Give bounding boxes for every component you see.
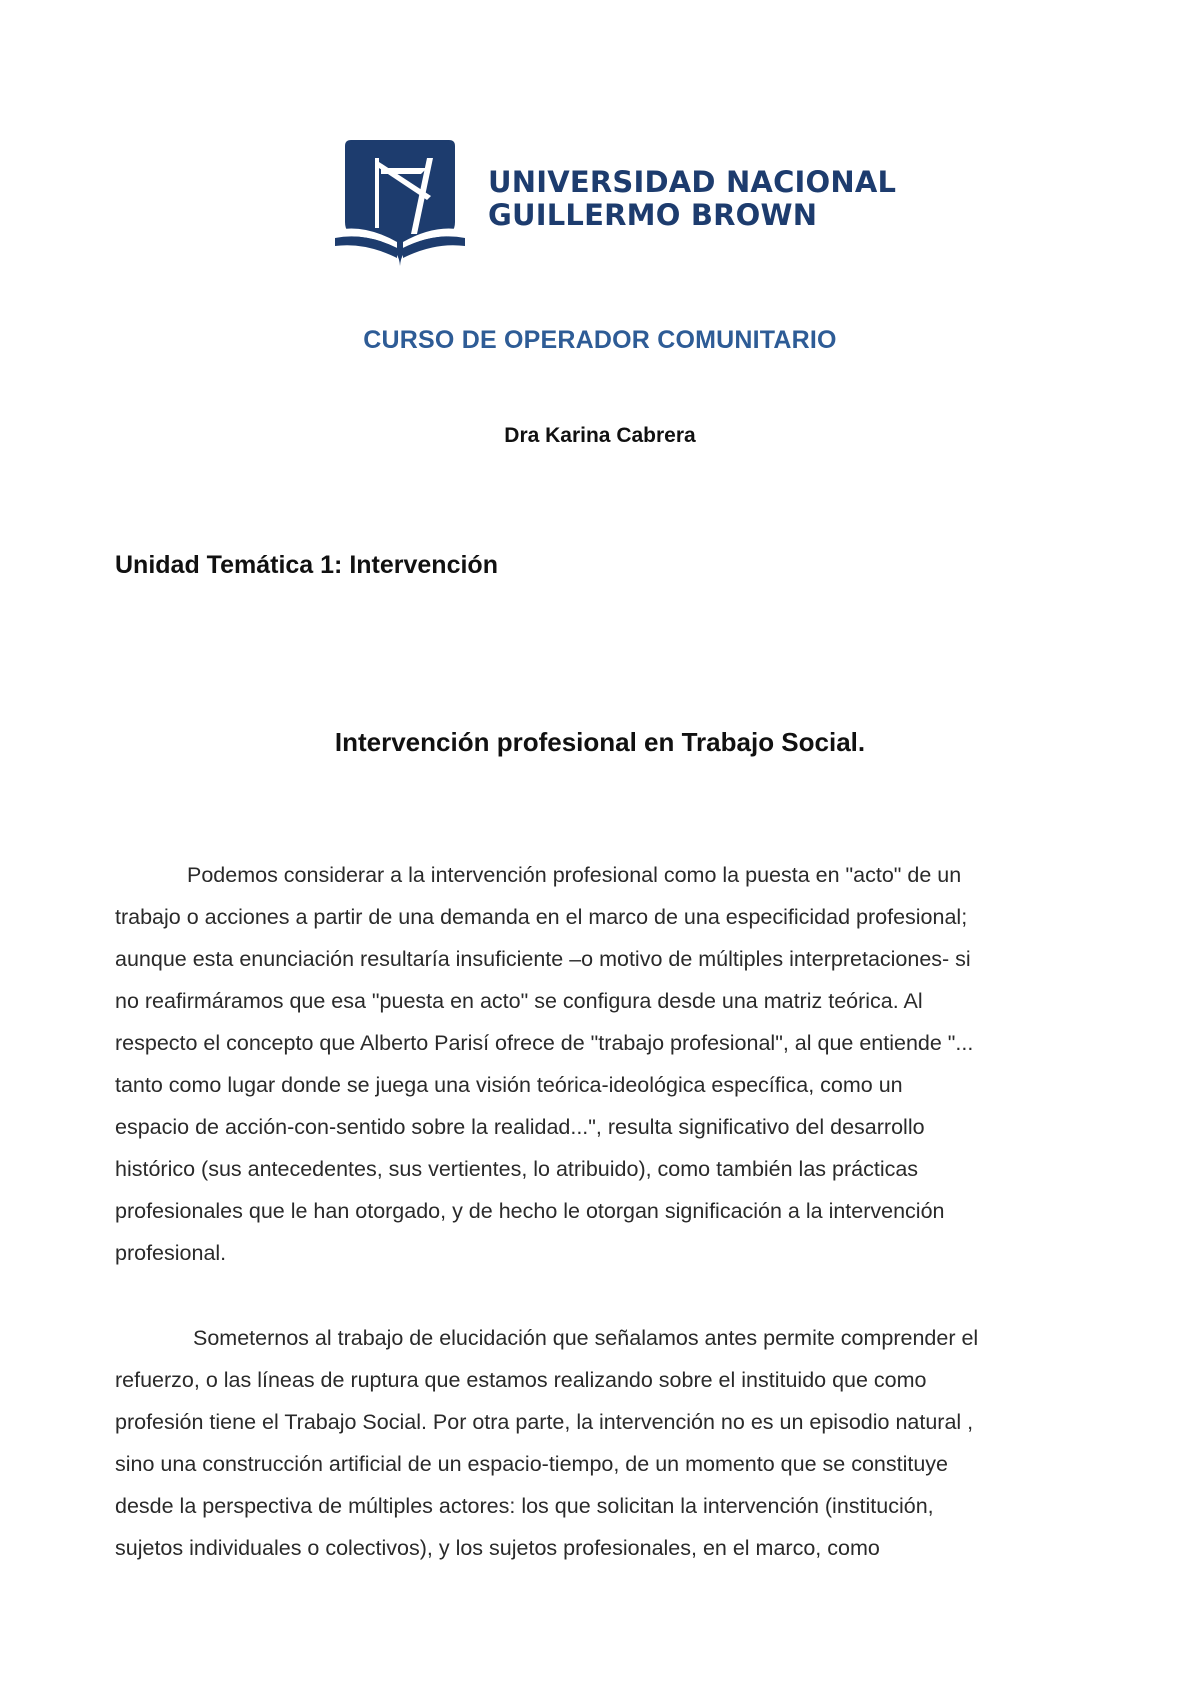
paragraph-line: tanto como lugar donde se juega una visión teórica-ideológica específica, como un bbox=[115, 1073, 903, 1097]
paragraph-line: aunque esta enunciación resultaría insuficiente –o motivo de múltiples interpretaciones- si bbox=[115, 947, 971, 971]
paragraph-1 bbox=[115, 854, 1095, 1274]
paragraph-line: profesión tiene el Trabajo Social. Por otra parte, la intervención no es un episodio natural , bbox=[115, 1410, 974, 1434]
paragraph-line: sino una construcción artificial de un espacio-tiempo, de un momento que se constituye bbox=[115, 1452, 948, 1476]
paragraph-line: desde la perspectiva de múltiples actores: los que solicitan la intervención (institución, bbox=[115, 1494, 934, 1518]
paragraph-line: refuerzo, o las líneas de ruptura que estamos realizando sobre el instituido que como bbox=[115, 1368, 927, 1392]
university-name bbox=[488, 166, 896, 232]
paragraph-line: profesional. bbox=[115, 1241, 227, 1265]
ship-book-shield-icon bbox=[335, 138, 465, 268]
university-logo bbox=[335, 138, 897, 268]
university-name-line1: UNIVERSIDAD NACIONAL bbox=[488, 165, 897, 199]
paragraph-line: respecto el concepto que Alberto Parisí ofrece de "trabajo profesional", al que entiende "... bbox=[115, 1031, 974, 1055]
university-name-line2: GUILLERMO BROWN bbox=[488, 198, 818, 232]
author-name: Dra Karina Cabrera bbox=[504, 424, 696, 447]
section-title: Intervención profesional en Trabajo Social. bbox=[334, 727, 866, 757]
paragraph-line: sujetos individuales o colectivos), y los sujetos profesionales, en el marco, como bbox=[115, 1536, 880, 1560]
paragraph-line: Someternos al trabajo de elucidación que señalamos antes permite comprender el bbox=[193, 1326, 979, 1350]
paragraph-line: Podemos considerar a la intervención profesional como la puesta en "acto" de un bbox=[187, 863, 962, 887]
paragraph-line: profesionales que le han otorgado, y de hecho le otorgan significación a la intervención bbox=[115, 1199, 945, 1223]
paragraph-line: trabajo o acciones a partir de una demanda en el marco de una especificidad profesional; bbox=[115, 905, 968, 929]
paragraph-line: no reafirmáramos que esa "puesta en acto" se configura desde una matriz teórica. Al bbox=[115, 989, 923, 1013]
paragraph-line: espacio de acción-con-sentido sobre la realidad...", resulta significativo del desarrollo bbox=[115, 1115, 925, 1139]
paragraph-2 bbox=[115, 1317, 1095, 1569]
course-title: CURSO DE OPERADOR COMUNITARIO bbox=[363, 326, 837, 354]
paragraph-line: histórico (sus antecedentes, sus vertientes, lo atribuido), como también las prácticas bbox=[115, 1157, 919, 1181]
unit-title: Unidad Temática 1: Intervención bbox=[115, 551, 498, 579]
